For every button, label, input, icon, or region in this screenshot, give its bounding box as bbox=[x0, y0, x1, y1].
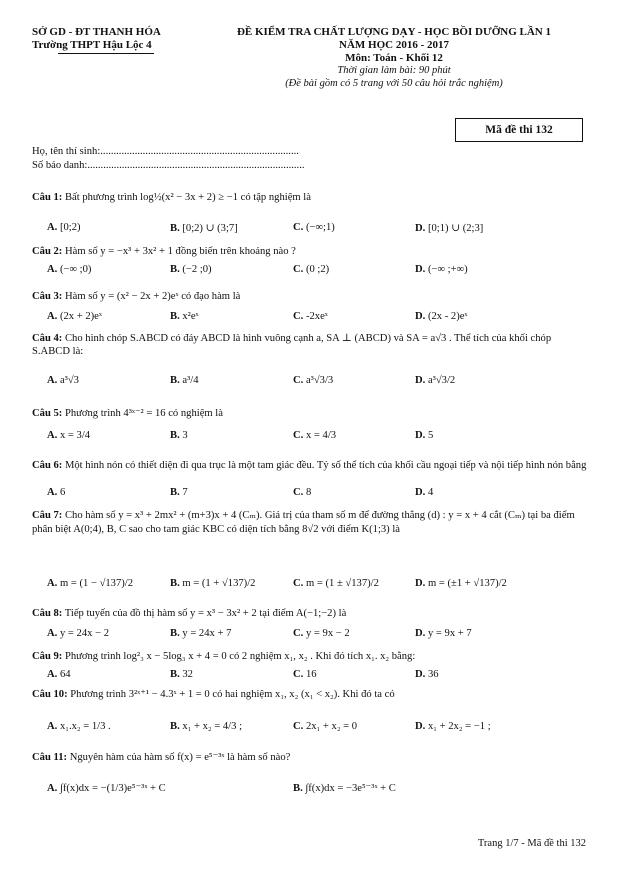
question-text: Nguyên hàm của hàm số f(x) = e⁵⁻³ˣ là hàm số nào? bbox=[69, 752, 291, 763]
option-d[interactable]: D. 5 bbox=[415, 430, 434, 441]
question-label: Câu 7: bbox=[32, 510, 63, 521]
option-c[interactable]: C. x = 4/3 bbox=[293, 430, 337, 441]
question-2 bbox=[32, 246, 588, 259]
question-label: Câu 8: bbox=[32, 608, 63, 619]
option-c[interactable]: C. 8 bbox=[293, 487, 312, 498]
option-d[interactable]: D. y = 9x + 7 bbox=[415, 628, 472, 639]
question-label: Câu 1: bbox=[32, 192, 63, 203]
question-9 bbox=[32, 651, 588, 664]
option-d[interactable]: D. m = (±1 + √137)/2 bbox=[415, 578, 507, 589]
question-5 bbox=[32, 408, 588, 421]
option-b[interactable]: B. (−2 ;0) bbox=[170, 264, 212, 275]
question-8 bbox=[32, 608, 588, 621]
option-b[interactable]: B. y = 24x + 7 bbox=[170, 628, 232, 639]
option-b[interactable]: B. m = (1 + √137)/2 bbox=[170, 578, 256, 589]
question-text: Phương trình log²₃ x − 5log₃ x + 4 = 0 có 2 nghiệm x₁, x₂ . Khi đó tích x₁. x₂ bằng: bbox=[64, 651, 416, 662]
question-text: Một hình nón có thiết diện đi qua trục là một tam giác đều. Tỷ số thể tích của khối cầu ngoại tiếp và nội tiếp hình nón bằng bbox=[64, 460, 587, 471]
question-text: Hàm số y = (x² − 2x + 2)eˣ có đạo hàm là bbox=[64, 291, 241, 302]
options-q11 bbox=[32, 782, 592, 796]
option-d[interactable]: D. 36 bbox=[415, 669, 439, 680]
option-b[interactable]: B. ∫f(x)dx = −3e⁵⁻³ˣ + C bbox=[293, 783, 396, 794]
option-b[interactable]: B. [0;2) ∪ (3;7] bbox=[170, 223, 238, 234]
options-q3 bbox=[32, 311, 592, 325]
options-q2 bbox=[32, 264, 592, 278]
option-b[interactable]: B. 32 bbox=[170, 669, 193, 680]
option-c[interactable]: C. -2xeˣ bbox=[293, 311, 328, 322]
subject: Môn: Toán - Khối 12 bbox=[345, 52, 443, 64]
question-text: Tiếp tuyến của đồ thị hàm số y = x³ − 3x² + 2 tại điểm A(−1;−2) là bbox=[64, 608, 347, 619]
option-a[interactable]: A. (2x + 2)eˣ bbox=[47, 311, 102, 322]
option-c[interactable]: C. (−∞;1) bbox=[293, 222, 335, 233]
option-a[interactable]: A. 64 bbox=[47, 669, 71, 680]
options-q6 bbox=[32, 487, 592, 501]
option-b[interactable]: B. 7 bbox=[170, 487, 188, 498]
question-label: Câu 9: bbox=[32, 651, 63, 662]
options-q7 bbox=[32, 578, 592, 592]
option-b[interactable]: B. a³/4 bbox=[170, 375, 199, 386]
question-4 bbox=[32, 333, 588, 358]
page-footer: Trang 1/7 - Mã đề thi 132 bbox=[477, 838, 586, 849]
question-11 bbox=[32, 752, 588, 765]
option-c[interactable]: C. y = 9x − 2 bbox=[293, 628, 350, 639]
option-d[interactable]: D. 4 bbox=[415, 487, 434, 498]
option-b[interactable]: B. 3 bbox=[170, 430, 188, 441]
exam-title: ĐỀ KIỂM TRA CHẤT LƯỢNG DẠY - HỌC BỒI DƯỠNG LẦN 1 bbox=[236, 26, 552, 38]
option-a[interactable]: A. ∫f(x)dx = −(1/3)e⁵⁻³ˣ + C bbox=[47, 783, 166, 794]
exam-code: Mã đề thi 132 bbox=[485, 124, 553, 136]
candidate-id-line: Số báo danh:.................................................................................. bbox=[32, 160, 305, 171]
option-a[interactable]: A. a³√3 bbox=[47, 375, 79, 386]
option-a[interactable]: A. (−∞ ;0) bbox=[47, 264, 92, 275]
question-7 bbox=[32, 509, 588, 537]
option-c[interactable]: C. 2x₁ + x₂ = 0 bbox=[293, 721, 358, 732]
option-c[interactable]: C. 16 bbox=[293, 669, 317, 680]
exam-code-box bbox=[455, 118, 583, 142]
option-d[interactable]: D. [0;1) ∪ (2;3] bbox=[415, 223, 484, 234]
options-q9 bbox=[32, 669, 592, 683]
option-c[interactable]: C. a³√3/3 bbox=[293, 375, 334, 386]
question-text: Cho hình chóp S.ABCD có đáy ABCD là hình vuông cạnh a, SA ⊥ (ABCD) và SA = a√3 . Thể tích của khối chóp S.ABCD là: bbox=[32, 333, 552, 357]
question-1 bbox=[32, 192, 588, 205]
question-label: Câu 10: bbox=[32, 689, 68, 700]
question-label: Câu 6: bbox=[32, 460, 63, 471]
question-10 bbox=[32, 689, 588, 702]
option-a[interactable]: A. [0;2) bbox=[47, 222, 81, 233]
question-label: Câu 11: bbox=[32, 752, 68, 763]
options-q5 bbox=[32, 430, 592, 444]
candidate-name-line: Họ, tên thí sinh:........................................................................... bbox=[32, 146, 299, 157]
question-label: Câu 3: bbox=[32, 291, 63, 302]
school-name: Trường THPT Hậu Lộc 4 bbox=[32, 39, 152, 51]
question-text: Bất phương trình log½(x² − 3x + 2) ≥ −1 có tập nghiệm là bbox=[64, 192, 311, 203]
option-a[interactable]: A. x = 3/4 bbox=[47, 430, 91, 441]
page-note: (Đề bài gồm có 5 trang với 50 câu hỏi trắc nghiệm) bbox=[285, 78, 503, 89]
option-b[interactable]: B. x²eˣ bbox=[170, 311, 199, 322]
option-d[interactable]: D. a³√3/2 bbox=[415, 375, 456, 386]
question-label: Câu 2: bbox=[32, 246, 63, 257]
question-text: Phương trình 4³ˣ⁻² = 16 có nghiệm là bbox=[64, 408, 223, 419]
question-text: Phương trình 3²ˣ⁺¹ − 4.3ˣ + 1 = 0 có hai nghiệm x₁, x₂ (x₁ < x₂). Khi đó ta có bbox=[70, 689, 395, 700]
option-a[interactable]: A. y = 24x − 2 bbox=[47, 628, 109, 639]
question-6 bbox=[32, 460, 588, 473]
question-text: Hàm số y = −x³ + 3x² + 1 đồng biến trên khoảng nào ? bbox=[64, 246, 296, 257]
options-q1 bbox=[32, 222, 592, 236]
options-q4 bbox=[32, 375, 592, 389]
options-q10 bbox=[32, 721, 592, 735]
option-b[interactable]: B. x₁ + x₂ = 4/3 ; bbox=[170, 721, 243, 732]
school-year: NĂM HỌC 2016 - 2017 bbox=[339, 39, 449, 51]
question-label: Câu 4: bbox=[32, 333, 63, 344]
option-a[interactable]: A. x₁.x₂ = 1/3 . bbox=[47, 721, 111, 732]
option-d[interactable]: D. x₁ + 2x₂ = −1 ; bbox=[415, 721, 491, 732]
question-text: Cho hàm số y = x³ + 2mx² + (m+3)x + 4 (Cₘ). Giá trị của tham số m để đường thẳng (d) : y = x + 4 cắt (Cₘ) tại ba điểm phân biệt A(0;4), B, C sao cho tam giác KBC có diện tích bằng 8√2 với điểm K(1;3) là bbox=[32, 510, 575, 535]
options-q8 bbox=[32, 628, 592, 642]
option-c[interactable]: C. (0 ;2) bbox=[293, 264, 330, 275]
dept-name: SỞ GD - ĐT THANH HÓA bbox=[32, 26, 161, 38]
question-3 bbox=[32, 291, 588, 304]
option-d[interactable]: D. (−∞ ;+∞) bbox=[415, 264, 468, 275]
option-d[interactable]: D. (2x - 2)eˣ bbox=[415, 311, 468, 322]
option-c[interactable]: C. m = (1 ± √137)/2 bbox=[293, 578, 379, 589]
duration: Thời gian làm bài: 90 phút bbox=[337, 65, 451, 76]
question-label: Câu 5: bbox=[32, 408, 63, 419]
school-underline bbox=[58, 53, 154, 54]
option-a[interactable]: A. m = (1 − √137)/2 bbox=[47, 578, 134, 589]
option-a[interactable]: A. 6 bbox=[47, 487, 66, 498]
